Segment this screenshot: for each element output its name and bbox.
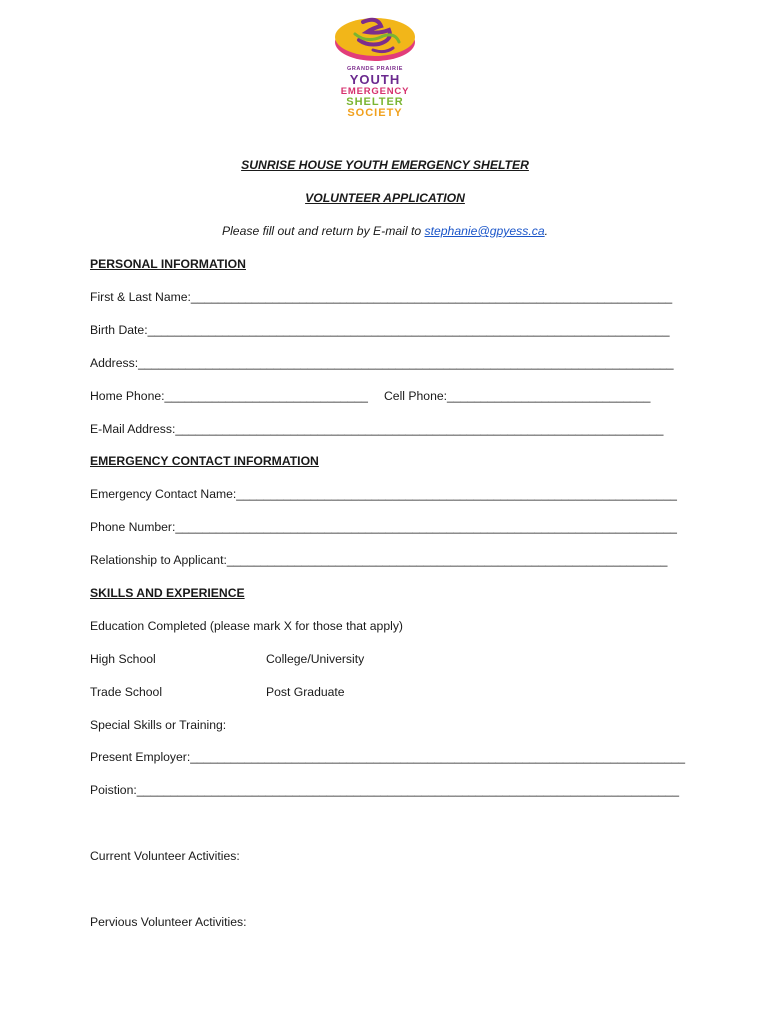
email-field[interactable]: E-Mail Address:________________________________________________________________________ <box>90 422 664 436</box>
home-phone-field[interactable]: Home Phone:______________________________ <box>90 389 368 403</box>
logo-emblem-icon <box>333 14 417 64</box>
relationship-field[interactable]: Relationship to Applicant:_________________________________________________________________ <box>90 553 668 567</box>
phone-number-field[interactable]: Phone Number:__________________________________________________________________________ <box>90 520 677 534</box>
logo-text-shelter: SHELTER <box>346 96 404 108</box>
instructions-text: Please fill out and return by E-mail to <box>221 224 425 238</box>
skills-heading: SKILLS AND EXPERIENCE <box>90 586 245 600</box>
birth-date-field[interactable]: Birth Date:_____________________________________________________________________________ <box>90 323 670 337</box>
name-field[interactable]: First & Last Name:_______________________________________________________________________ <box>90 290 673 304</box>
logo-text-grande-prairie: GRANDE PRAIRIE <box>346 66 404 72</box>
logo-text-youth: YOUTH <box>349 72 401 87</box>
college-option[interactable]: College/University <box>266 652 365 666</box>
document-subtitle: VOLUNTEER APPLICATION <box>305 191 465 205</box>
high-school-option[interactable]: High School <box>90 652 156 666</box>
logo-text-emergency: EMERGENCY <box>340 86 410 97</box>
present-employer-field[interactable]: Present Employer:_________________________________________________________________________ <box>90 750 686 764</box>
address-field[interactable]: Address:_______________________________________________________________________________ <box>90 356 674 370</box>
personal-info-heading: PERSONAL INFORMATION <box>90 257 246 271</box>
organization-logo <box>330 14 420 119</box>
special-skills-label[interactable]: Special Skills or Training: <box>90 718 227 732</box>
emergency-contact-heading: EMERGENCY CONTACT INFORMATION <box>90 454 319 468</box>
position-field[interactable]: Poistion:________________________________________________________________________________ <box>90 783 679 797</box>
trade-school-option[interactable]: Trade School <box>90 685 163 699</box>
education-prompt: Education Completed (please mark X for those that apply) <box>90 619 403 633</box>
email-link[interactable]: stephanie@gpyess.ca <box>424 224 545 238</box>
instructions <box>0 224 770 238</box>
post-graduate-option[interactable]: Post Graduate <box>266 685 345 699</box>
emergency-contact-name-field[interactable]: Emergency Contact Name:_________________________________________________________________ <box>90 487 677 501</box>
previous-volunteer-label[interactable]: Pervious Volunteer Activities: <box>90 915 247 929</box>
logo-text-society: SOCIETY <box>347 107 403 119</box>
current-volunteer-label[interactable]: Current Volunteer Activities: <box>90 849 240 863</box>
instructions-period: . <box>544 224 549 238</box>
cell-phone-field[interactable]: Cell Phone:______________________________ <box>384 389 651 403</box>
document-title: SUNRISE HOUSE YOUTH EMERGENCY SHELTER <box>241 158 529 172</box>
